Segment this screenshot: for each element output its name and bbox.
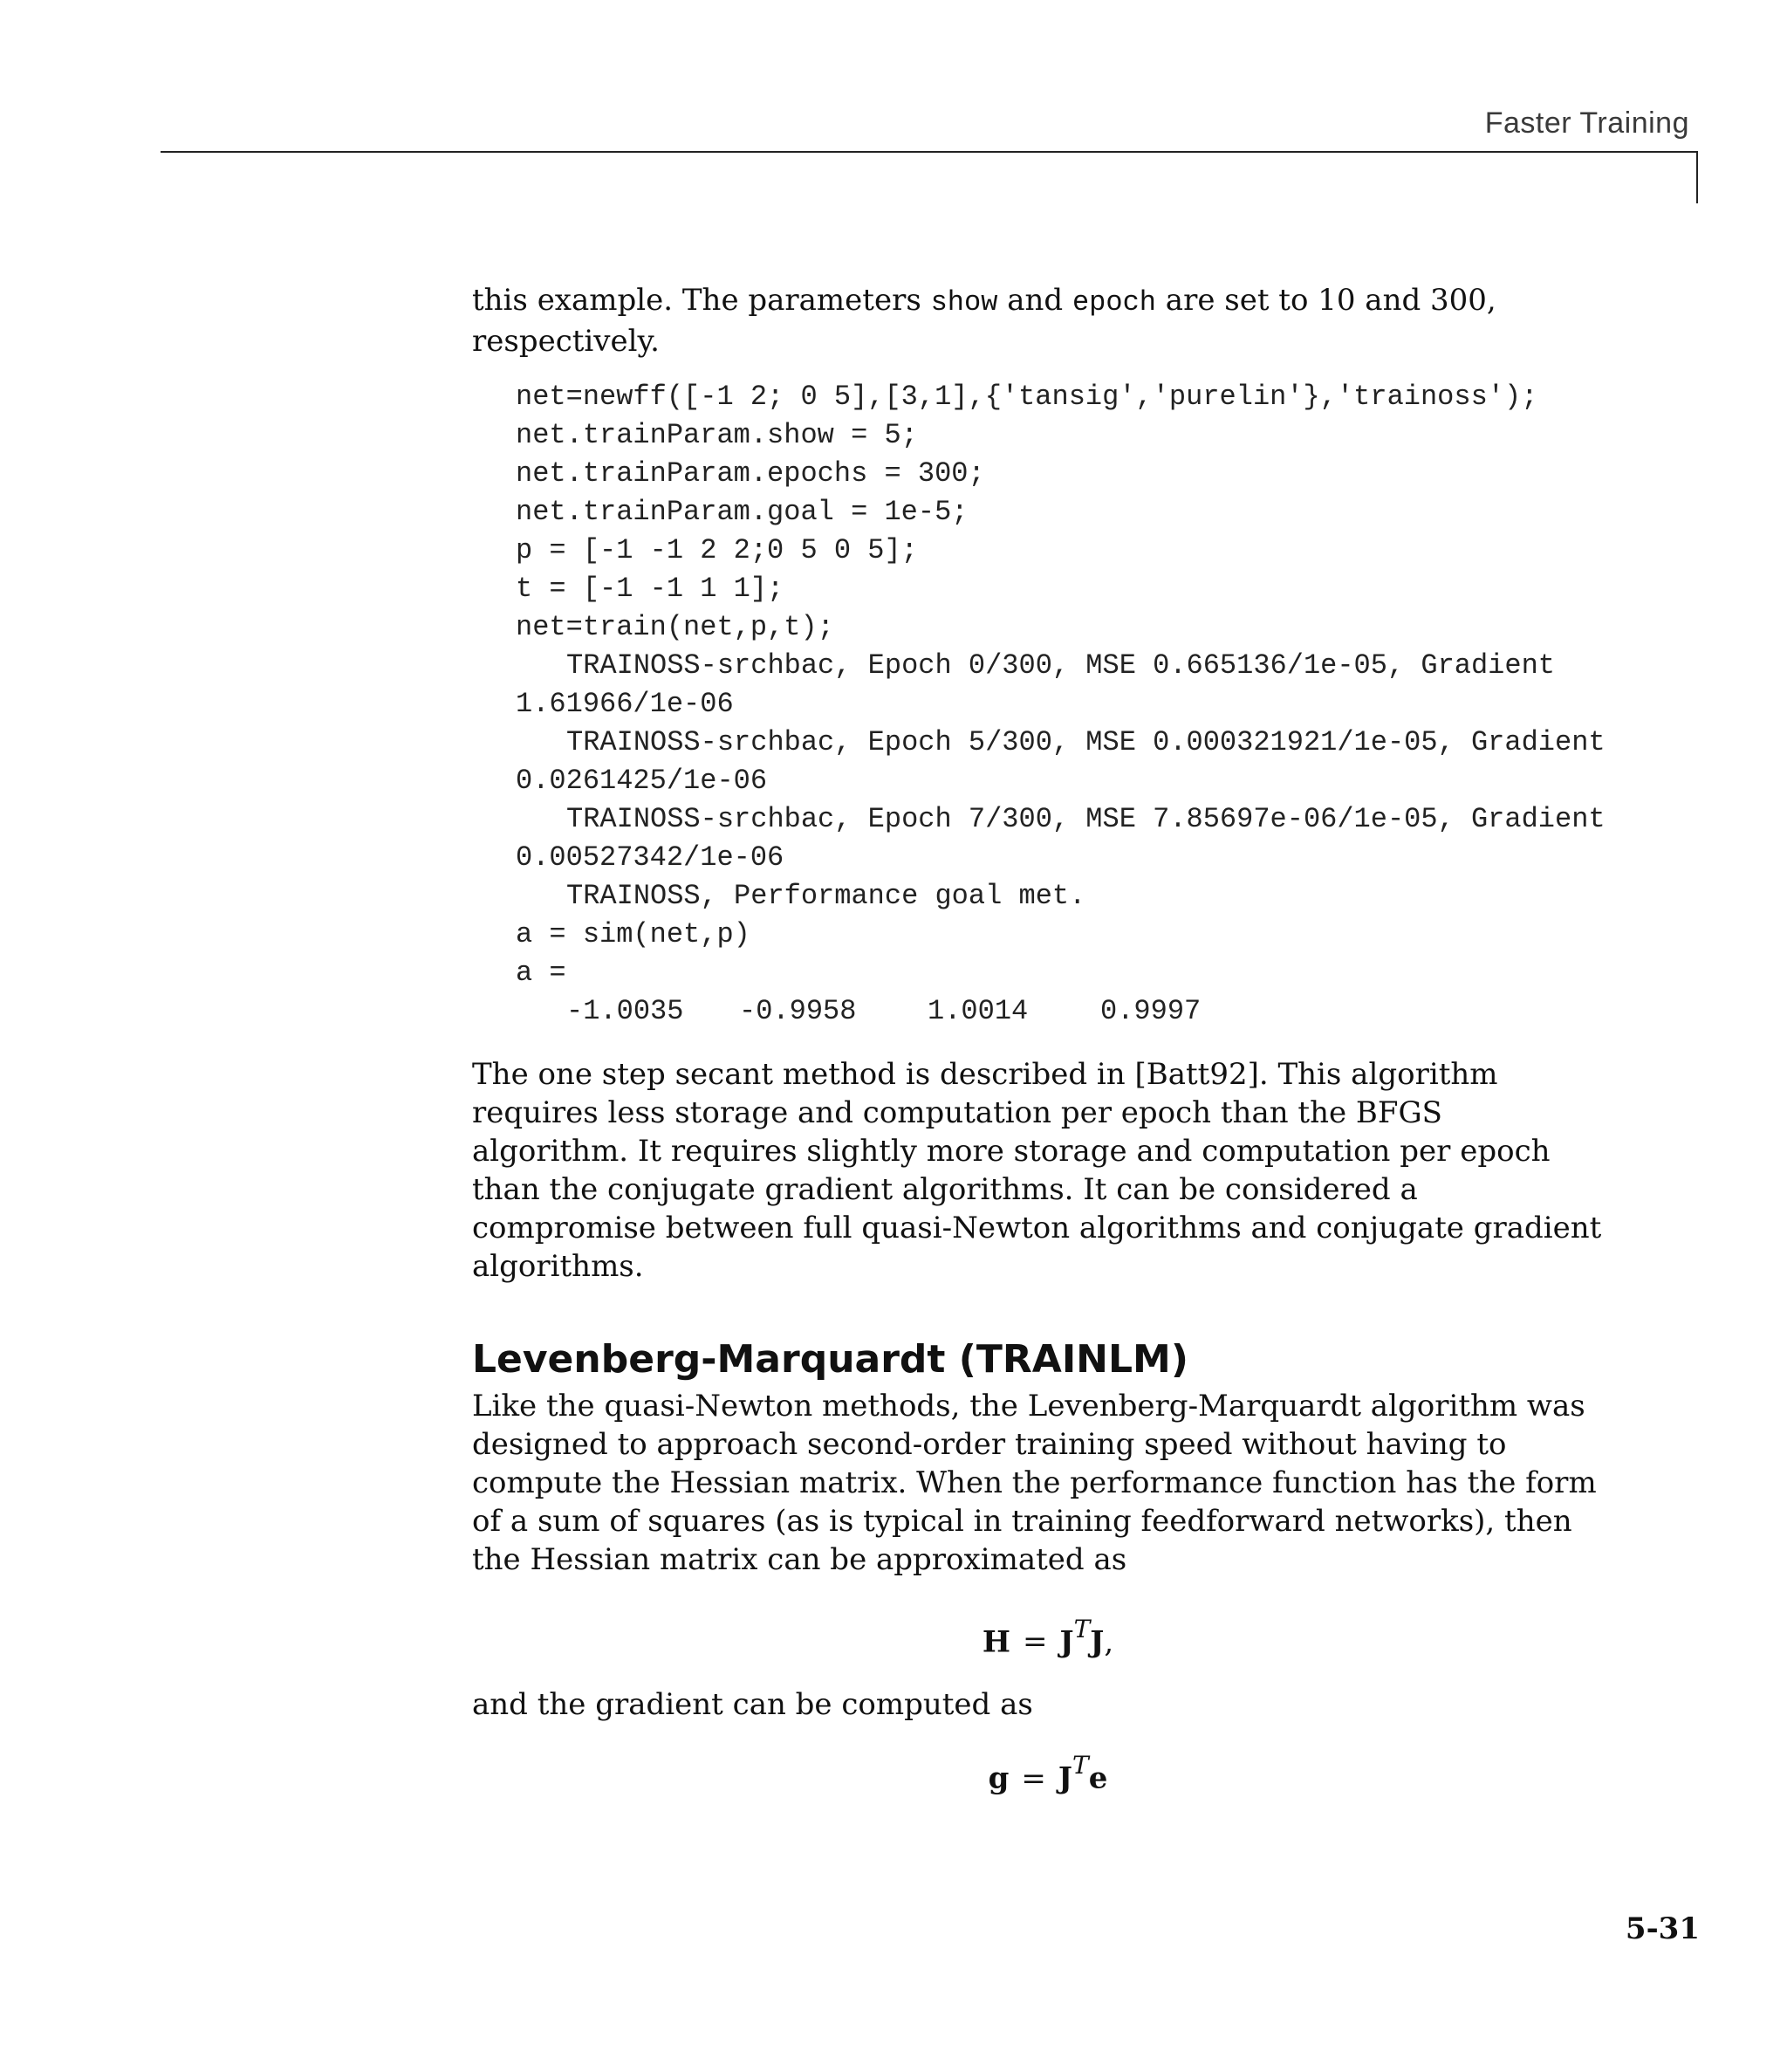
gradient-equation bbox=[699, 1750, 1397, 1797]
output-value: -1.0035 bbox=[566, 995, 684, 1027]
training-output-line: 1.61966/1e-06 bbox=[516, 688, 734, 720]
header-rule bbox=[161, 151, 1698, 153]
code-line: a = bbox=[516, 957, 566, 989]
equation-symbol: g bbox=[988, 1760, 1010, 1796]
code-line: net.trainParam.goal = 1e-5; bbox=[516, 496, 969, 528]
page-content bbox=[472, 281, 1606, 1798]
gradient-intro-text: and the gradient can be computed as bbox=[472, 1687, 1033, 1723]
hessian-equation bbox=[699, 1614, 1397, 1661]
inline-code-show: show bbox=[930, 286, 998, 319]
intro-text: this example. The parameters bbox=[472, 283, 931, 318]
training-output-line: TRAINOSS-srchbac, Epoch 5/300, MSE 0.000321921/1e-05, Gradient bbox=[566, 726, 1606, 758]
transpose-superscript: T bbox=[1072, 1751, 1089, 1780]
output-value: 0.9997 bbox=[1100, 995, 1202, 1027]
code-line: t = [-1 -1 1 1]; bbox=[516, 573, 784, 605]
training-output-line: TRAINOSS-srchbac, Epoch 7/300, MSE 7.85697e-06/1e-05, Gradient bbox=[566, 803, 1606, 835]
intro-paragraph bbox=[472, 281, 1606, 360]
equation-punctuation: , bbox=[1104, 1624, 1114, 1660]
code-line: net=newff([-1 2; 0 5],[3,1],{'tansig','purelin'},'trainoss'); bbox=[516, 381, 1538, 413]
code-line: net=train(net,p,t); bbox=[516, 611, 834, 643]
page-number: 5-31 bbox=[1625, 1911, 1700, 1946]
equation-symbol: J bbox=[1090, 1624, 1105, 1660]
intro-text: are set to 10 and 300, respectively. bbox=[472, 283, 1496, 359]
transpose-superscript: T bbox=[1073, 1615, 1091, 1643]
training-output-line: 0.00527342/1e-06 bbox=[516, 841, 784, 874]
code-line: p = [-1 -1 2 2;0 5 0 5]; bbox=[516, 534, 918, 566]
equals-sign: = bbox=[1022, 1624, 1048, 1660]
code-line: net.trainParam.epochs = 300; bbox=[516, 457, 985, 490]
output-value: -0.9958 bbox=[739, 995, 857, 1027]
lm-paragraph: Like the quasi-Newton methods, the Levenberg-Marquardt algorithm was designed to approach second-order training speed without having to compute the Hessian matrix. When the performance function has the form of a sum of squares (as is typical in training feedforward networks), then the Hessian matrix can be approximated as bbox=[472, 1389, 1597, 1577]
equation-symbol: J bbox=[1059, 1624, 1074, 1660]
oss-paragraph: The one step secant method is described in [Batt92]. This algorithm requires less storage and computation per epoch than the BFGS algorithm. It requires slightly more storage and computation per epoch than the conjugate gradient algorithms. It can be considered a compromise between full quasi-Newton algorithms and conjugate gradient algorithms. bbox=[472, 1057, 1602, 1284]
section-heading: Levenberg-Marquardt (TRAINLM) bbox=[472, 1337, 1188, 1382]
code-block bbox=[516, 378, 1606, 1031]
code-line: a = sim(net,p) bbox=[516, 918, 750, 950]
output-values-row bbox=[516, 992, 1606, 1031]
training-output-line: 0.0261425/1e-06 bbox=[516, 765, 768, 797]
output-value: 1.0014 bbox=[928, 995, 1029, 1027]
equals-sign: = bbox=[1021, 1760, 1046, 1796]
training-output-line: TRAINOSS, Performance goal met. bbox=[566, 880, 1086, 912]
header-rule-tick bbox=[1696, 151, 1698, 203]
inline-code-epoch: epoch bbox=[1072, 286, 1156, 319]
equation-symbol: H bbox=[982, 1624, 1010, 1660]
code-line: net.trainParam.show = 5; bbox=[516, 419, 918, 451]
running-header: Faster Training bbox=[1484, 106, 1689, 140]
equation-symbol: J bbox=[1058, 1760, 1073, 1796]
intro-text: and bbox=[997, 283, 1072, 318]
equation-symbol: e bbox=[1088, 1760, 1108, 1796]
training-output-line: TRAINOSS-srchbac, Epoch 0/300, MSE 0.665136/1e-05, Gradient bbox=[566, 649, 1555, 682]
